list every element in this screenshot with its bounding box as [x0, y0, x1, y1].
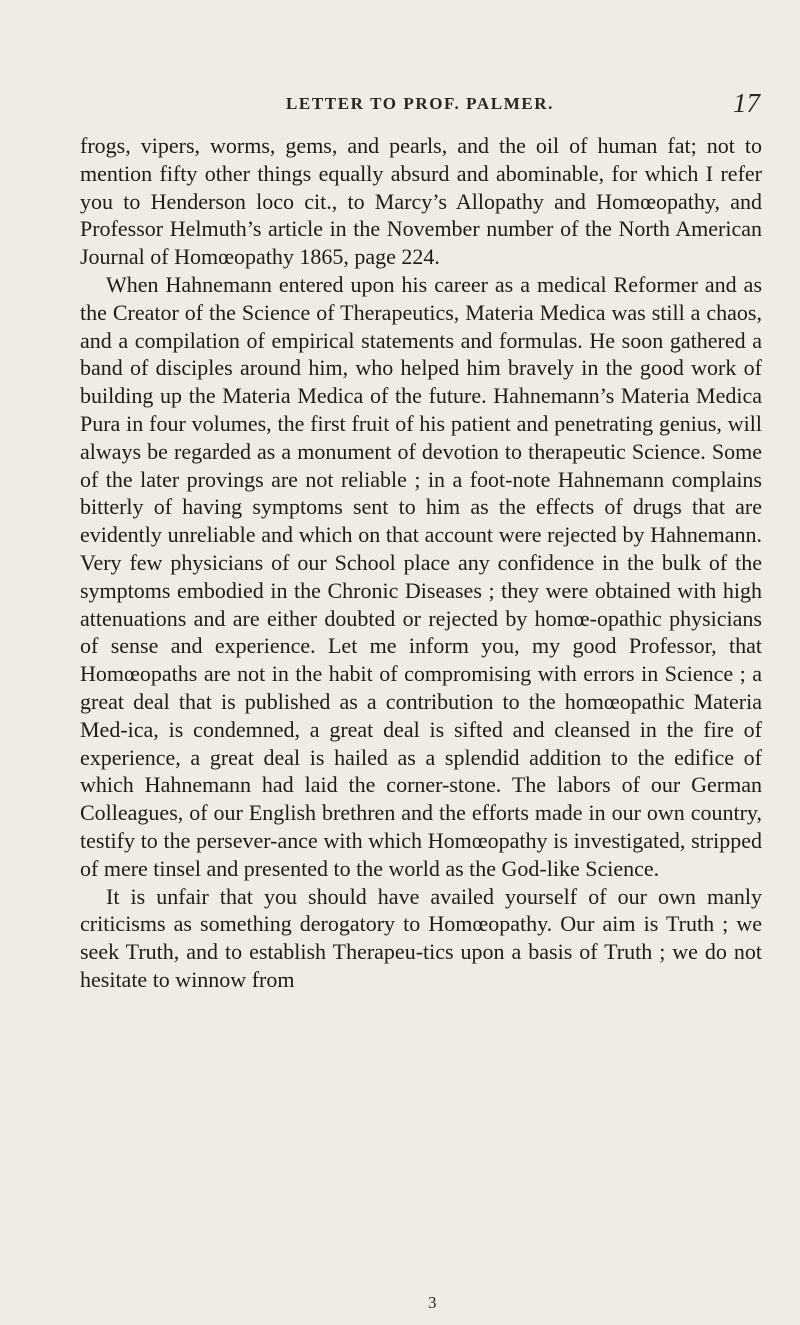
paragraph-unfair-criticism: It is unfair that you should have availed yourself of our own manly criticisms as something derogatory to Homœopathy. Our aim is Truth ; we seek Truth, and to establish Therapeu-tics upon a basis of Truth ; we do not hesitate to winnow from [80, 883, 762, 992]
paragraph-hahnemann-career: When Hahnemann entered upon his career as a medical Reformer and as the Creator of the Science of Therapeutics, Materia Medica was still a chaos, and a compilation of empirical statements and formulas. He soon gathered a band of disciples around him, who helped him bravely in the good work of building up the Materia Medica of the future. Hahnemann’s Materia Medica Pura in four volumes, the first fruit of his patient and penetrating genius, will always be regarded as a monument of devotion to therapeutic Science. Some of the later provings are not reliable ; in a foot-note Hahnemann complains bitterly of having symptoms sent to him as the effects of drugs that are evidently unreliable and which on that account were rejected by Hahnemann. Very few physicians of our School place any confidence in the bulk of the symptoms embodied in the Chronic Diseases ; they were obtained with high attenuations and are either doubted or rejected by homœ-opathic physicians of sense and experience. Let me inform you, my good Professor, that Homœopaths are not in the habit of compromising with errors in Science ; a great deal that is published as a contribution to the homœopathic Materia Med-ica, is condemned, a great deal is sifted and cleansed in the fire of experience, a great deal is hailed as a splendid addition to the edifice of which Hahnemann had laid the corner-stone. The labors of our German Colleagues, of our English brethren and the efforts made in our own country, testify to the persever-ance with which Homœopathy is investigated, stripped of mere tinsel and presented to the world as the God-like Science. [80, 271, 762, 881]
running-head [80, 88, 760, 124]
signature-mark: 3 [428, 1293, 437, 1312]
running-title: LETTER TO PROF. PALMER. [285, 94, 555, 113]
page-number: 17 [733, 88, 760, 118]
body-text [80, 132, 762, 994]
paragraph-continued: frogs, vipers, worms, gems, and pearls, and the oil of human fat; not to mention fifty other things equally absurd and abominable, for which I refer you to Henderson loco cit., to Marcy’s Allopathy and Homœopathy, and Professor Helmuth’s article in the November number of the North American Journal of Homœopathy 1865, page 224. [80, 133, 762, 270]
